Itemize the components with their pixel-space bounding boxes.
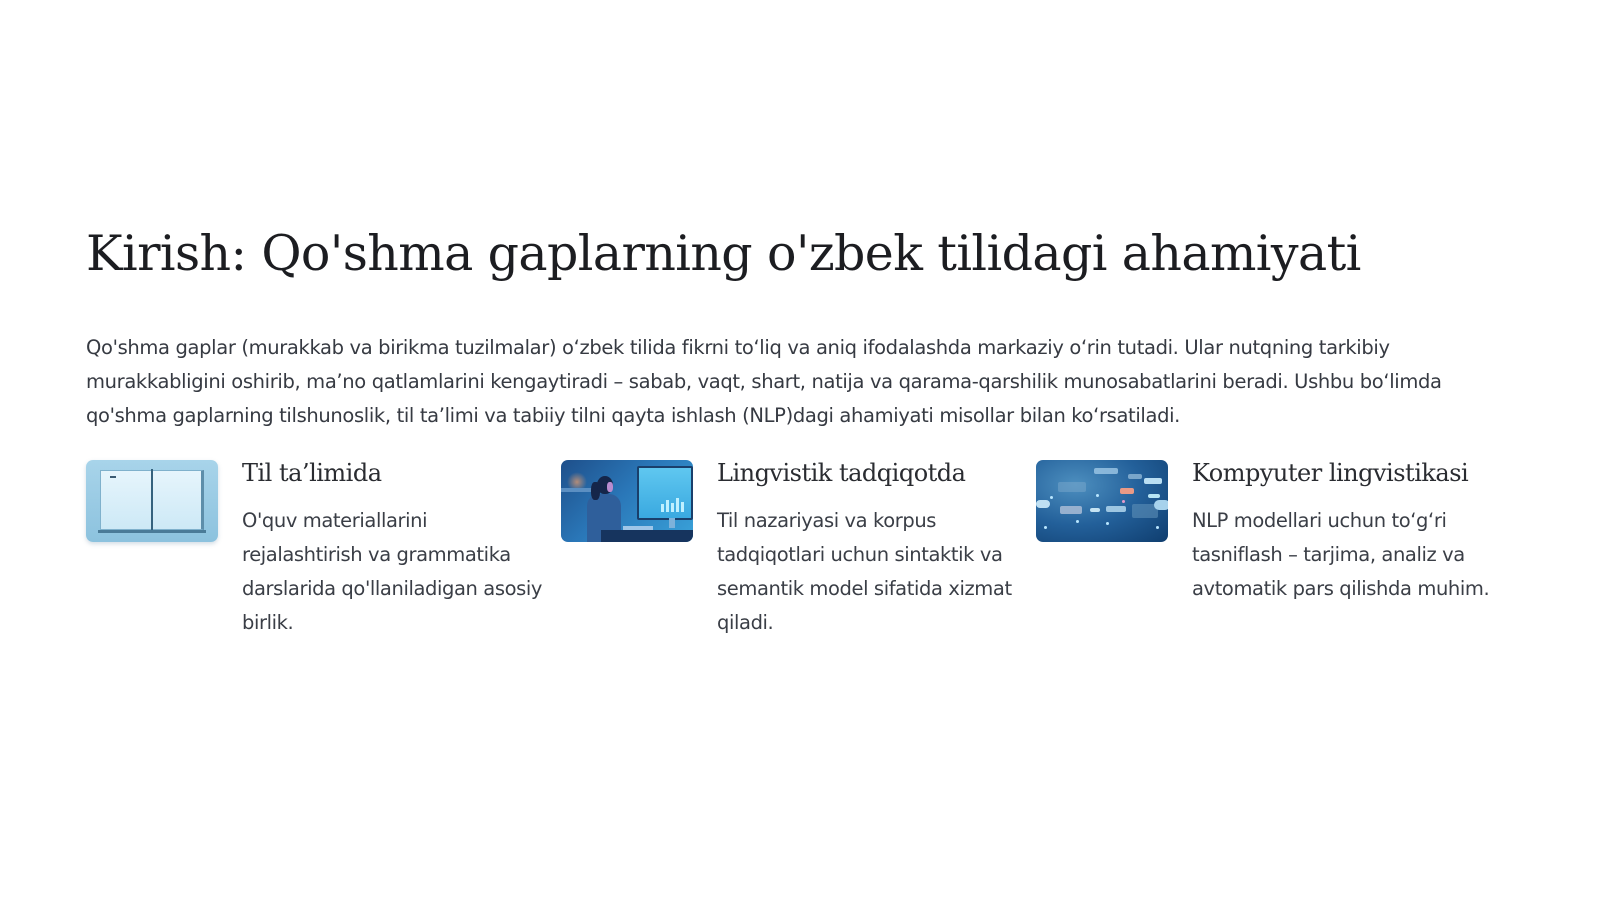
data-chip [1060,506,1082,514]
book-left-page [100,470,152,530]
open-book-image [86,460,218,542]
chart-bar [666,500,669,512]
data-dot [1076,520,1079,523]
data-chip [1058,482,1086,492]
cloud-shape [1154,500,1168,510]
slide-title: Kirish: Qo'shma gaplarning o'zbek tilidagi ahamiyati [86,225,1361,282]
cloud-shape [1036,500,1050,508]
data-chip [1106,506,1126,512]
data-chip [1090,508,1100,512]
book-spine [151,469,153,531]
card-text [717,457,1027,640]
card-linguistic-research [561,460,1031,700]
data-chip [1120,488,1134,494]
card-title: Kompyuter lingvistikasi [1192,459,1469,487]
data-dot [1096,494,1099,497]
card-language-teaching [86,460,556,700]
data-chip [1094,468,1118,474]
data-chip [1148,494,1160,498]
book-base [98,530,206,533]
cards-row [86,460,1516,700]
monitor [637,466,693,520]
card-title: Til ta’limida [242,459,382,487]
chart-bar [661,504,664,512]
card-description: NLP modellari uchun to‘g‘ri tasniflash – tarjima, analiz va avtomatik pars qilishda muhim. [1192,509,1490,600]
card-computational-linguistics [1036,460,1506,700]
cup [669,518,675,528]
chart-bar [676,498,679,512]
intro-paragraph: Qo'shma gaplar (murakkab va birikma tuzilmalar) o‘zbek tilida fikrni to‘liq va aniq ifodalashda markaziy o‘rin tutadi. Ular nutqning tarkibiy murakkabligini oshirib, ma’no qatlamlarini kengaytiradi – sabab, vaqt, shart, natija va qarama-qarshilik munosabatlarini beradi. Ushbu bo‘limda qo'shma gaplarning tilshunoslik, til ta’limi va tabiiy tilni qayta ishlash (NLP)dagi ahamiyati misollar bilan ko‘rsatiladi. [86,336,1442,427]
desk [601,530,693,542]
data-chip [1144,478,1162,484]
card-description: O'quv materiallarini rejalashtirish va grammatika darslarida qo'llaniladigan asosiy birlik. [242,509,543,634]
data-chip [1128,474,1142,479]
data-dot [1044,526,1047,529]
data-dot [1106,522,1109,525]
card-text [1192,457,1502,606]
data-dot [1122,500,1125,503]
book-mark [110,476,116,478]
chart-bar [681,502,684,512]
book-right-page [152,470,204,530]
card-text [242,457,552,640]
keyboard [623,526,653,530]
card-title: Lingvistik tadqiqotda [717,459,966,487]
card-description: Til nazariyasi va korpus tadqiqotlari uchun sintaktik va semantik model sifatida xizmat qiladi. [717,509,1012,634]
researcher-at-computer-image [561,460,693,542]
chart-bar [671,503,674,512]
data-dot [1050,496,1053,499]
data-network-image [1036,460,1168,542]
data-dot [1156,526,1159,529]
person-face [607,482,613,492]
